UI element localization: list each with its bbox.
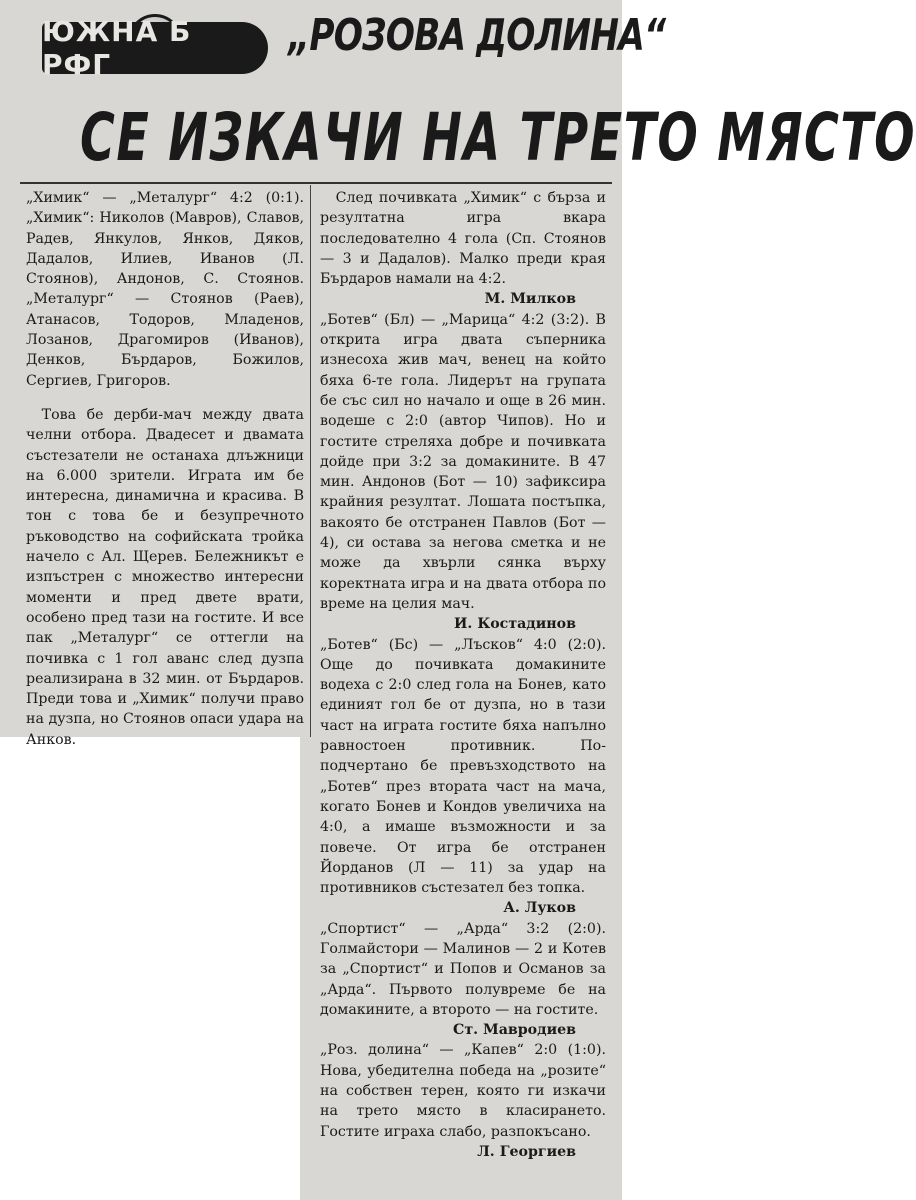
author-signature-4: Ст. Мавродиев bbox=[453, 1022, 576, 1039]
author-signature-3: А. Луков bbox=[503, 900, 576, 917]
match-report-roz-dolina-kapev: „Роз. долина“ — „Капев“ 2:0 (1:0). Нова, убедителна победа на „розите“ на собствен терен, която ги изкачи на трето място в класирането. Гостите играха слабо, разпокъсано. bbox=[320, 1042, 606, 1140]
author-signature-5: Л. Георгиев bbox=[477, 1143, 576, 1160]
section-rubric bbox=[42, 15, 268, 81]
match-report-botev-bs-laskov: „Ботев“ (Бс) — „Лъсков“ 4:0 (2:0). Още до почивката домакините водеха с 2:0 след гола на Бонев, като единият гол бе от дузпа, но в тази част на играта гостите бяха напълно равностоен противник. По-подчертано бе превъзходството на „Ботев“ през втората част на мача, когато Бонев и Кондов увеличиха на 4:0, а имаше възможности и за повече. От игра бе отстранен Йорданов (Л — 11) за удар на противников състезател без топка. bbox=[320, 636, 606, 897]
match-report-sportist-arda: „Спортист“ — „Арда“ 3:2 (2:0). Голмайстори — Малинов — 2 и Котев за „Спортист“ и Попов и Османов за „Арда“. Първото полувреме бе на домакините, а второто — на гостите. bbox=[320, 920, 606, 1018]
match-report-botev-bl-maritsa: „Ботев“ (Бл) — „Марица“ 4:2 (3:2). В открита игра двата съперника изнесоха жив мач, венец на който бяха 6-те гола. Лидерът на групата бе със сил но начало и още в 26 мин. водеше с 2:0 (автор Чипов). Но и гостите стреляха добре и почивката дойде при 3:2 за домакините. В 47 мин. Андонов (Бот — 10) зафиксира крайния резултат. Лошата постъпка, вакоято бе отстранен Павлов (Бот — 4), си остава за негова сметка и не може да хвърли сянка върху коректната игра и на двата отбора по време на целия мач. bbox=[320, 311, 606, 612]
author-signature-2: И. Костадинов bbox=[454, 616, 576, 633]
rubric-text: ЮЖНА Б РФГ bbox=[42, 15, 192, 81]
headline-line-2: СЕ ИЗКАЧИ НА ТРЕТО МЯСТО bbox=[80, 99, 916, 176]
blank-area bbox=[0, 737, 300, 1200]
column-rule bbox=[310, 185, 311, 737]
match-commentary-himik-metalurg: Това бе дерби-мач между двата челни отбора. Двадесет и двамата състезатели не останаха длъжници на 6.000 зрители. Играта им бе интересна, динамична и красива. В тон с това бе и безупречното ръководство на софийската тройка начело с Ал. Щерев. Бележникът е изпъстрен с множество интересни моменти и пред двете врати, особено пред тази на гостите. И все пак „Металург“ се оттегли на почивка с 1 гол аванс след дузпа реализирана в 32 мин. от Бърдаров. Преди това и „Химик“ получи право на дузпа, но Стоянов опаси удара на Анков. bbox=[26, 406, 304, 748]
right-column bbox=[320, 188, 606, 1162]
author-signature-1: М. Милков bbox=[484, 291, 576, 308]
left-column bbox=[26, 188, 304, 750]
match-commentary-second-half: След почивката „Химик“ с бърза и резултатна игра вкара последователно 4 гола (Сп. Стоянов — 3 и Дадалов). Малко преди края Бърдаров намали на 4:2. bbox=[320, 190, 606, 288]
headline-line-1: „РОЗОВА ДОЛИНА“ bbox=[288, 10, 666, 61]
headline-rule bbox=[20, 182, 612, 184]
match-report-himik-metalurg: „Химик“ — „Металург“ 4:2 (0:1). „Химик“: Николов (Мавров), Славов, Радев, Янкулов, Янков, Дяков, Дадалов, Илиев, Иванов (Л. Стоянов), Андонов, С. Стоянов. „Металург“ — Стоянов (Раев), Атанасов, Тодоров, Младенов, Лозанов, Драгомиров (Иванов), Денков, Бърдаров, Божилов, Сергиев, Григоров. bbox=[26, 190, 304, 389]
